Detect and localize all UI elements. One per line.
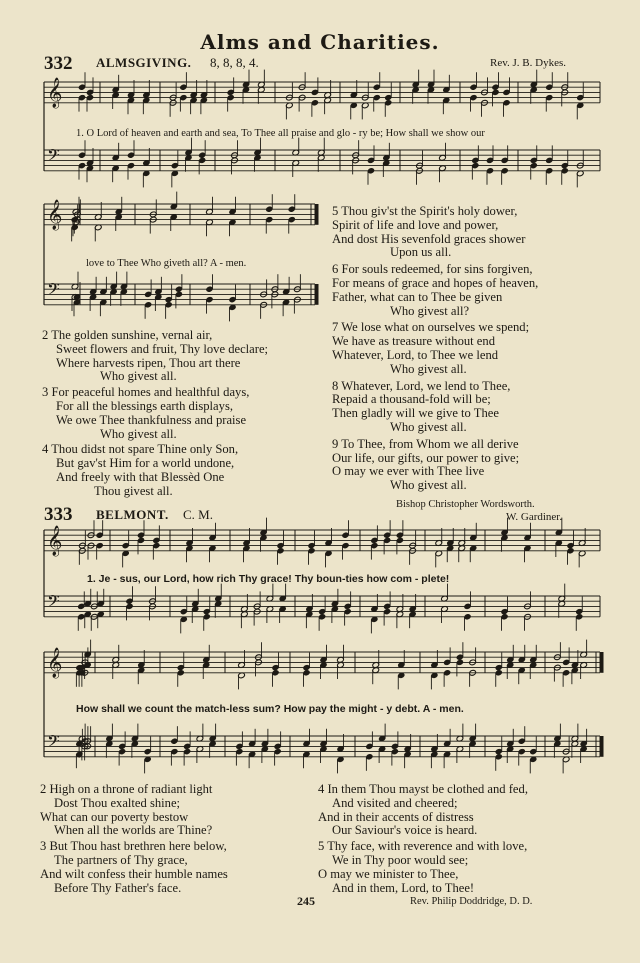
verse-332-8: 8 Whatever, Lord, we lend to Thee, Repaid a thousand-fold will be; Then gladly will we give to Thee Who givest all. — [332, 378, 511, 434]
bass-clef-icon: 𝄢 — [47, 731, 60, 755]
verse-332-4: 4 Thou didst not spare Thine only Son, But gav'st Him for a world undone, And freely with that Blessèd One Thou givest all. — [42, 442, 239, 498]
bass-clef-icon: 𝄢 — [47, 279, 60, 303]
verse-333-3: 3 But Thou hast brethren here below, The partners of Thy grace, And wilt confess their humble names Before Thy Father's face. — [40, 839, 228, 895]
hymn-number-332: 332 — [44, 53, 73, 74]
verse-333-4: 4 In them Thou mayst be clothed and fed, And visited and cheered; And in their accents of distress Our Saviour's voice is heard. — [318, 782, 528, 838]
lyric-333-line1: 1. Je - sus, our Lord, how rich Thy grace! Thy boun-ties how com - plete! — [87, 573, 450, 585]
lyric-332-line2: love to Thee Who giveth all? A - men. — [86, 258, 247, 269]
music-system-333-1 — [40, 526, 610, 651]
verse-332-5: 5 Thou giv'st the Spirit's holy dower, Spirit of life and love and power, And dost His sevenfold graces shower Upon us all. — [332, 204, 526, 260]
verse-333-5: 5 Thy face, with reverence and with love, We in Thy poor would see; O may we minister to Thee, And in them, Lord, to Thee! — [318, 839, 528, 895]
treble-clef-icon: 𝄞 — [47, 78, 63, 108]
meter-333: C. M. — [183, 507, 213, 522]
composer-333: W. Gardiner. — [506, 511, 563, 523]
verse-332-3: 3 For peaceful homes and healthful days, For all the blessings earth displays, We owe Thee thankfulness and praise Who givest all. — [42, 385, 250, 441]
treble-clef-icon: 𝄞 — [47, 526, 63, 556]
meter-332: 8, 8, 8, 4. — [210, 55, 259, 70]
treble-clef-icon: 𝄞 — [47, 200, 63, 230]
bass-clef-icon: 𝄢 — [47, 145, 60, 169]
page-number: 245 — [297, 894, 315, 908]
verse-332-6: 6 For souls redeemed, for sins forgiven, For means of grace and hopes of heaven, Father, what can to Thee be given Who givest all? — [332, 262, 539, 318]
tune-name-belmont: BELMONT. — [96, 507, 169, 522]
bass-clef-icon: 𝄢 — [47, 591, 60, 615]
verse-332-2: 2 The golden sunshine, vernal air, Sweet flowers and fruit, Thy love declare; Where harvests ripen, Thou art there Who givest all. — [42, 328, 269, 384]
verse-332-7: 7 We lose what on ourselves we spend; We have as treasure without end Whatever, Lord, to Thee we lend Who givest all. — [332, 320, 530, 376]
lyric-333-line2: How shall we count the match-less sum? How pay the might - y debt. A - men. — [76, 703, 464, 715]
author-333: Rev. Philip Doddridge, D. D. — [410, 896, 533, 907]
verses-333-right — [318, 783, 618, 895]
treble-clef-icon: 𝄞 — [47, 648, 63, 678]
author-332: Bishop Christopher Wordsworth. — [396, 499, 535, 510]
lyric-332-line1: 1. O Lord of heaven and earth and sea, To Thee all praise and glo - ry be; How shall we show our — [76, 128, 485, 139]
verse-333-2: 2 High on a throne of radiant light Dost Thou exalted shine; What can our poverty bestow When all the worlds are Thine? — [40, 782, 213, 838]
verses-332-left — [42, 329, 332, 499]
hymn-number-333: 333 — [44, 504, 73, 525]
tune-name-almsgiving: ALMSGIVING. — [96, 55, 192, 70]
composer-332: Rev. J. B. Dykes. — [490, 57, 566, 69]
verses-332-right — [332, 205, 632, 493]
verses-333-left — [40, 783, 325, 895]
verse-332-9: 9 To Thee, from Whom we all derive Our life, our gifts, our power to give; O may we ever with Thee live Who givest all. — [332, 436, 520, 493]
section-title: Alms and Charities. — [200, 30, 440, 54]
